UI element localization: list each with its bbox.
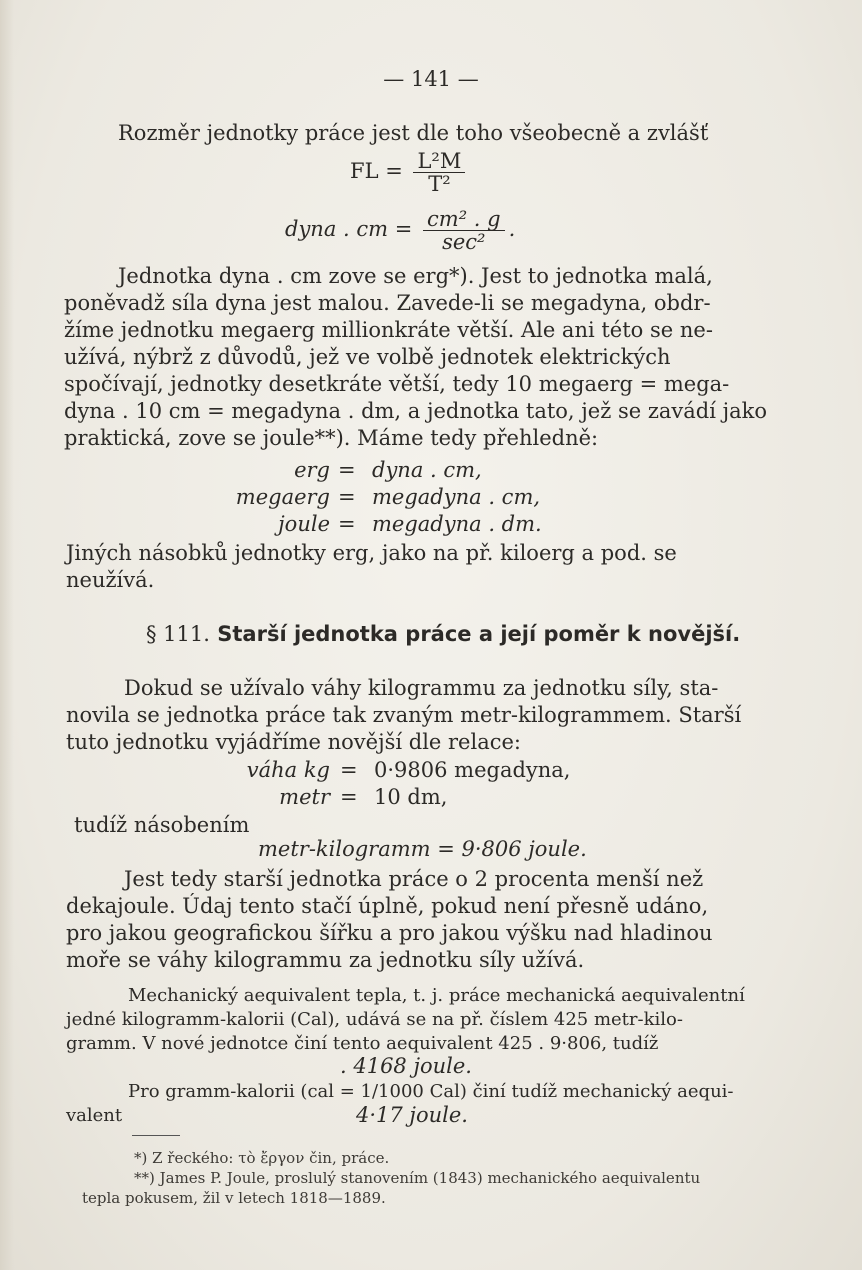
table1-right: megadyna . cm, [372,485,541,509]
section-title: Starší jednotka práce a její poměr k novější. [217,622,741,646]
table2-left: metr [279,785,330,809]
formula-dyna-fraction [423,208,505,253]
formula-fl-lhs: FL = [350,159,403,183]
equation-metr-kilogramm: metr-kilogramm = 9·806 joule. [258,837,587,861]
table2-eq: = [340,785,358,809]
para1-line: dyna . 10 cm = megadyna . dm, a jednotka tato, jež se zavádí jako [64,399,768,423]
table1-eq: = [338,512,356,536]
para5-line: gramm. V nové jednotce činí tento aequivalent 425 . 9·806, tudíž [66,1033,659,1054]
para1-line: poněvadž síla dyna jest malou. Zavede-li se megadyna, obdr- [64,291,711,315]
para3-line: novila se jednotka práce tak zvaným metr-kilogrammem. Starší [66,703,742,727]
para4-line: Jest tedy starší jednotka práce o 2 procenta menší než [124,867,704,891]
table2-right: 10 dm, [374,785,448,809]
table1-right: megadyna . dm. [372,512,542,536]
formula-fl-numerator: L²M [413,150,465,173]
para6-line: Pro gramm-kalorii (cal = 1/1000 Cal) činí tudíž mechanický aequi- [128,1081,734,1102]
para3-line: tuto jednotku vyjádříme novější dle relace: [66,730,521,754]
formula-dyna-denominator: sec² [442,230,486,254]
formula-fl-fraction [413,150,465,195]
table1-right: dyna . cm, [372,458,482,482]
para5-line: jedné kilogramm-kalorii (Cal), udává se na př. číslem 425 metr-kilo- [66,1009,683,1030]
footnote-2: **) James P. Joule, proslulý stanovením (1843) mechanického aequivalentu [134,1169,701,1187]
table2-right: 0·9806 megadyna, [374,758,571,782]
equation-417-joule: 4·17 joule. [356,1103,468,1127]
section-number: § 111. [146,622,210,646]
para2-line: Jiných násobků jednotky erg, jako na př. kiloerg a pod. se [66,541,677,565]
para1-line: užívá, nýbrž z důvodů, jež ve volbě jednotek elektrických [64,345,671,369]
table1-eq: = [338,458,356,482]
formula-dyna [285,208,515,253]
section-heading [146,622,740,646]
intro-line [118,120,724,146]
page-gutter-shadow [0,0,14,1270]
table2-eq: = [340,758,358,782]
para6-line: valent [66,1105,123,1126]
intro-text: Rozměr jednotky práce jest dle toho všeobecně a zvlášť [118,121,709,145]
table1-eq: = [338,485,356,509]
para1-line: spočívají, jednotky desetkráte větší, tedy 10 megaerg = mega- [64,372,730,396]
table1-left: joule [278,512,330,536]
table1-left: megaerg [235,485,330,509]
footnote-rule [132,1135,180,1136]
para4-line: dekajoule. Údaj tento stačí úplně, pokud není přesně udáno, [66,894,709,918]
para1-line: žíme jednotku megaerg millionkráte větší. Ale ani této se ne- [64,318,713,342]
table1-left: erg [294,458,330,482]
para4-line: moře se váhy kilogrammu za jednotku síly užívá. [66,948,585,972]
table2-left: váha kg [246,758,330,782]
equation-4168-joule: . 4168 joule. [340,1054,472,1078]
formula-dyna-end: . [508,217,516,241]
footnote-1: *) Z řeckého: τὸ ἔργον čin, práce. [134,1149,390,1167]
para1-line: Jednotka dyna . cm zove se erg*). Jest to jednotka malá, [118,264,713,288]
formula-dyna-numerator: cm² . g [423,208,505,231]
para2-line: neužívá. [66,568,155,592]
para1-line: praktická, zove se joule**). Máme tedy přehledně: [64,426,599,450]
tudiz-line: tudíž násobením [74,813,250,837]
para3-line: Dokud se užívalo váhy kilogrammu za jednotku síly, sta- [124,676,719,700]
formula-fl-denominator: T² [428,172,451,196]
para4-line: pro jakou geografickou šířku a pro jakou výšku nad hladinou [66,921,713,945]
para5-line: Mechanický aequivalent tepla, t. j. práce mechanická aequivalentní [128,985,745,1006]
formula-fl [350,150,469,195]
formula-dyna-lhs: dyna . cm = [285,217,413,241]
footnote-2-cont: tepla pokusem, žil v letech 1818—1889. [82,1189,386,1207]
page-number: — 141 — [383,67,479,91]
